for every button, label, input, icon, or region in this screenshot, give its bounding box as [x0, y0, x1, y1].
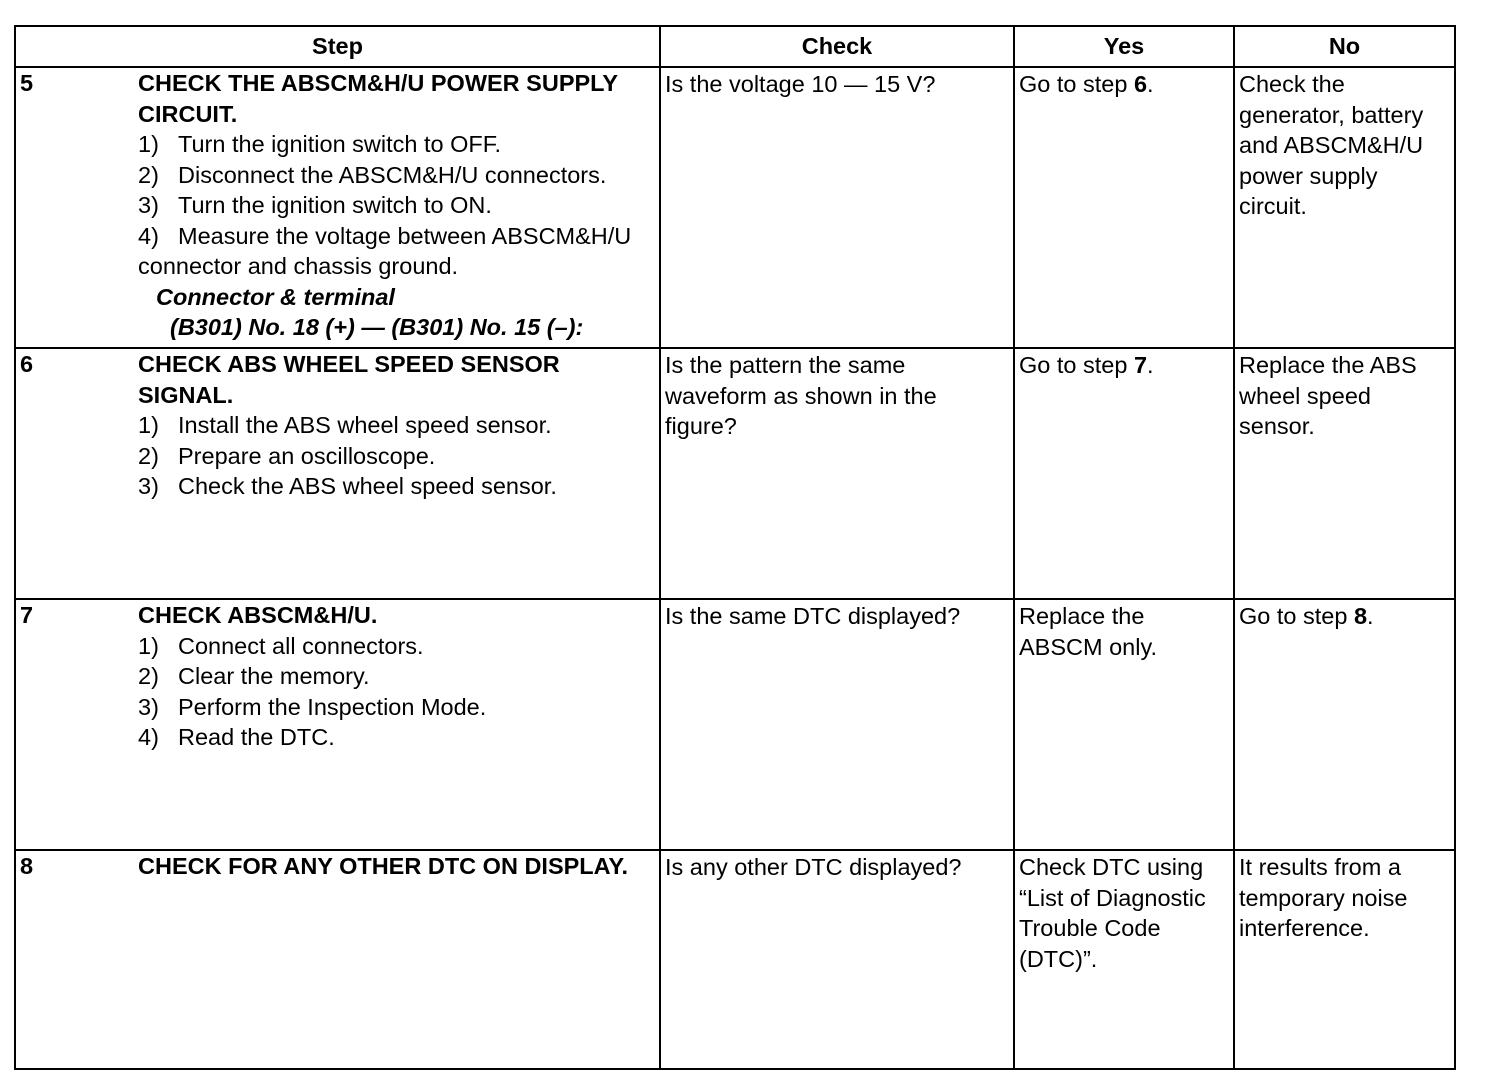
check-cell: Is the same DTC displayed?	[660, 599, 1014, 850]
step-item-text: Clear the memory.	[178, 663, 370, 689]
step-item-number: 1)	[138, 131, 159, 157]
diagnostic-table	[14, 25, 1456, 1070]
table-row	[15, 850, 1455, 1069]
step-item	[138, 471, 655, 502]
step-cell	[15, 348, 660, 599]
yes-step-ref: 6	[1133, 71, 1148, 97]
step-title: CHECK FOR ANY OTHER DTC ON DISPLAY.	[138, 853, 629, 879]
no-cell: Replace the ABS wheel speed sensor.	[1234, 348, 1455, 599]
yes-prefix: Go to step	[1019, 71, 1134, 97]
yes-suffix: .	[1147, 71, 1154, 97]
step-item	[138, 129, 655, 160]
yes-cell	[1014, 67, 1234, 348]
step-item-text: Install the ABS wheel speed sensor.	[178, 412, 552, 438]
header-yes: Yes	[1014, 26, 1234, 67]
step-item-number: 4)	[138, 724, 159, 750]
step-item	[138, 692, 655, 723]
no-cell	[1234, 599, 1455, 850]
step-item-number: 2)	[138, 442, 159, 469]
step-number: 5	[20, 70, 34, 96]
step-item-number: 2)	[138, 161, 159, 188]
check-cell: Is the pattern the same waveform as shown in the figure?	[660, 348, 1014, 599]
no-cell: Check the generator, battery and ABSCM&H/U power supply circuit.	[1234, 67, 1455, 348]
yes-suffix: .	[1147, 352, 1154, 378]
header-check: Check	[660, 26, 1014, 67]
step-item-number: 2)	[138, 663, 159, 689]
step-item-text: Perform the Inspection Mode.	[178, 693, 487, 720]
step-item	[138, 722, 655, 753]
step-item-text: Disconnect the ABSCM&H/U connectors.	[178, 161, 607, 188]
step-title: CHECK ABSCM&H/U.	[138, 602, 378, 628]
step-item-number: 1)	[138, 632, 159, 659]
step-item-number: 4)	[138, 222, 159, 249]
step-cell	[15, 599, 660, 850]
step-item-text: Measure the voltage between ABSCM&H/U connector and chassis ground.	[138, 222, 632, 279]
yes-prefix: Go to step	[1019, 352, 1134, 378]
step-item-text: Prepare an oscilloscope.	[178, 442, 436, 469]
step-item-number: 3)	[138, 192, 159, 218]
step-item-text: Read the DTC.	[178, 724, 335, 750]
step-number: 7	[20, 602, 34, 628]
step-number: 6	[20, 351, 34, 377]
no-cell: It results from a temporary noise interference.	[1234, 850, 1455, 1069]
step-item-text: Turn the ignition switch to ON.	[178, 192, 492, 218]
step-cell	[15, 850, 660, 1069]
step-number: 8	[20, 853, 34, 879]
step-item	[138, 631, 655, 662]
step-item-number: 1)	[138, 412, 159, 438]
step-item	[138, 441, 655, 472]
header-step: Step	[15, 26, 660, 67]
step-item-number: 3)	[138, 693, 159, 720]
header-no: No	[1234, 26, 1455, 67]
no-prefix: Go to step	[1239, 603, 1354, 629]
yes-cell	[1014, 348, 1234, 599]
step-item-text: Connect all connectors.	[178, 632, 424, 659]
step-item	[138, 160, 655, 191]
step-item	[138, 661, 655, 692]
step-item	[138, 221, 655, 282]
step-item-text: Check the ABS wheel speed sensor.	[178, 473, 557, 499]
step-item-number: 3)	[138, 473, 159, 499]
step-cell	[15, 67, 660, 348]
header-row	[15, 26, 1455, 67]
yes-cell: Check DTC using “List of Diagnostic Trouble Code (DTC)”.	[1014, 850, 1234, 1069]
step-item-text: Turn the ignition switch to OFF.	[178, 131, 502, 157]
table-row	[15, 67, 1455, 348]
step-title: CHECK THE ABSCM&H/U POWER SUPPLY CIRCUIT.	[138, 70, 618, 127]
step-title: CHECK ABS WHEEL SPEED SENSOR SIGNAL.	[138, 351, 560, 408]
check-cell: Is any other DTC displayed?	[660, 850, 1014, 1069]
table-row	[15, 599, 1455, 850]
step-item	[138, 190, 655, 221]
yes-step-ref: 7	[1133, 352, 1148, 378]
connector-terminals: (B301) No. 18 (+) — (B301) No. 15 (–):	[170, 314, 584, 340]
step-item	[138, 410, 655, 441]
no-suffix: .	[1367, 603, 1374, 629]
check-cell: Is the voltage 10 — 15 V?	[660, 67, 1014, 348]
no-step-ref: 8	[1353, 603, 1368, 629]
connector-label: Connector & terminal	[156, 283, 395, 310]
table-row	[15, 348, 1455, 599]
yes-cell: Replace the ABSCM only.	[1014, 599, 1234, 850]
